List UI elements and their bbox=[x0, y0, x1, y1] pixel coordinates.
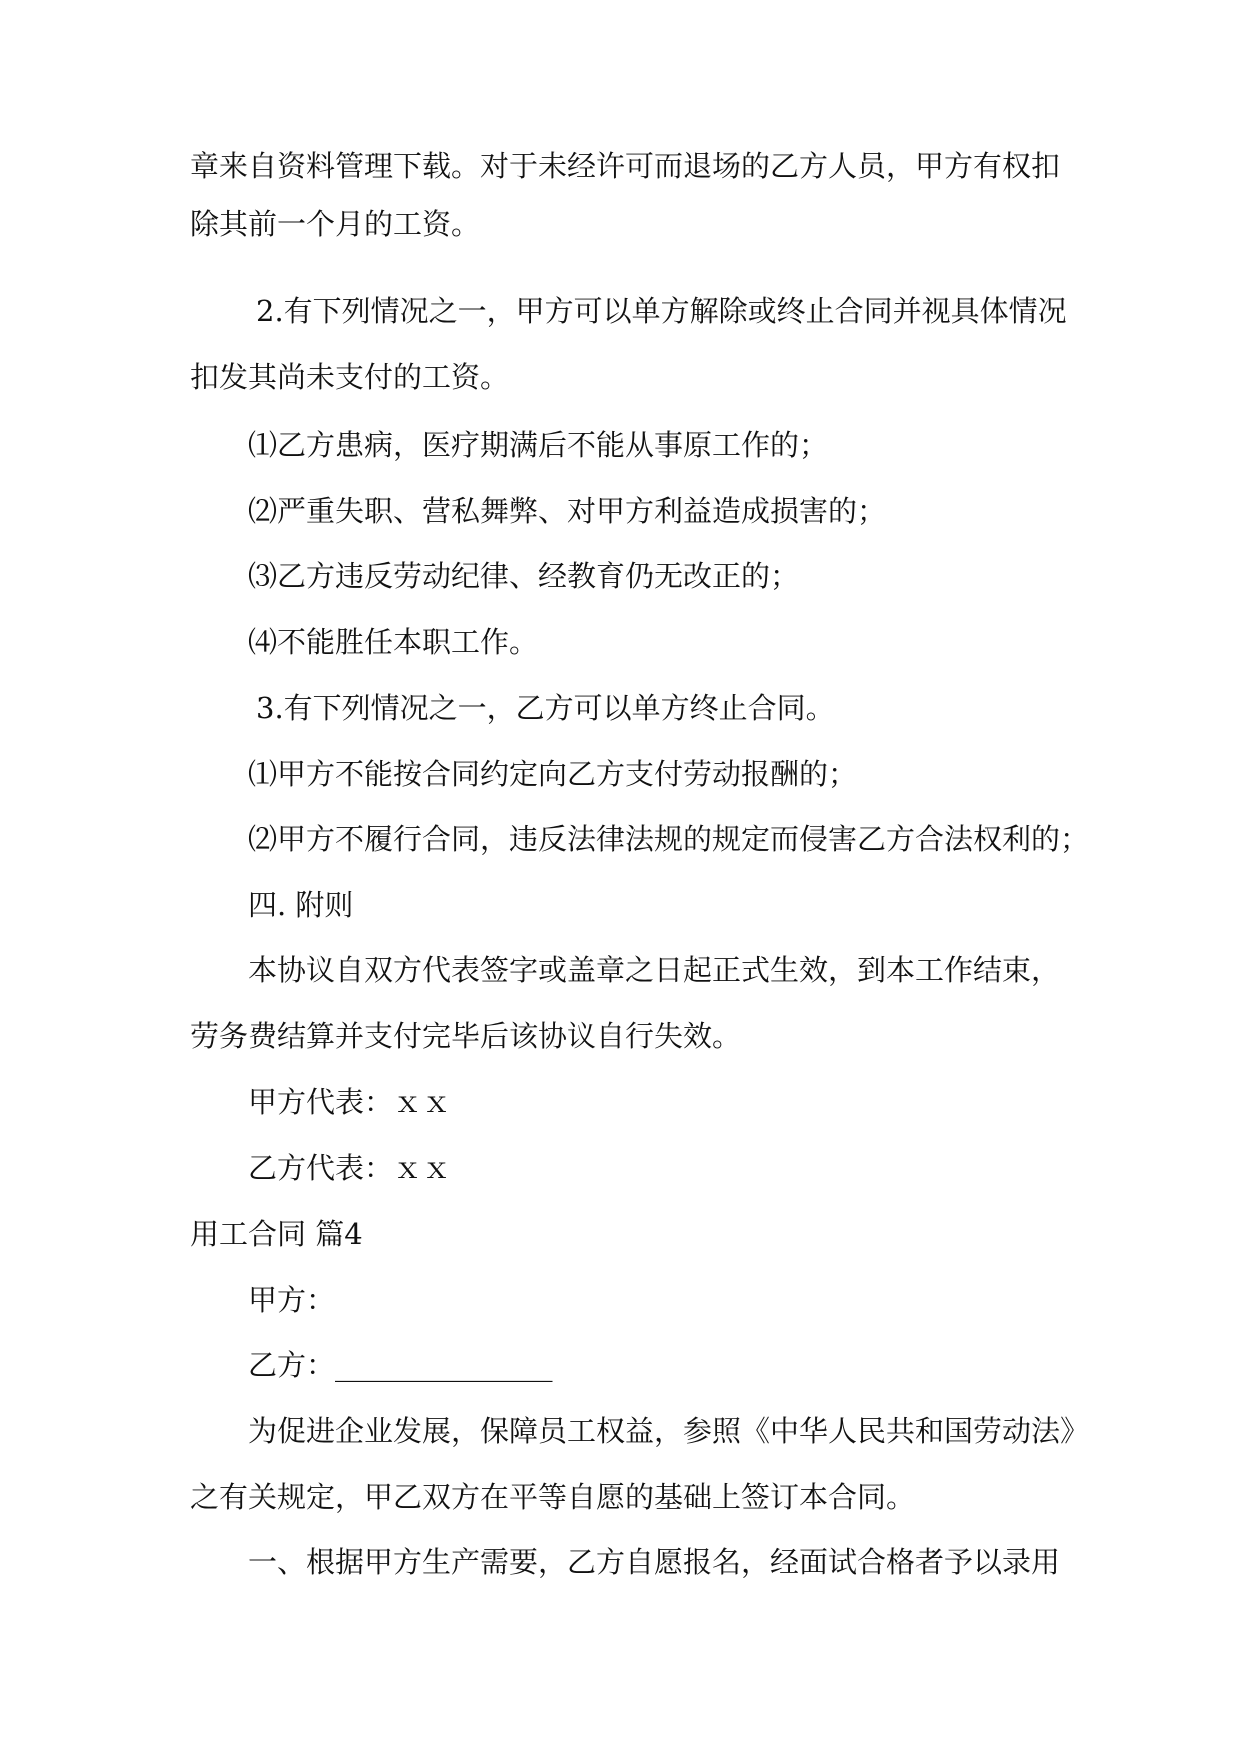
paragraph-line: 除其前一个月的工资。 bbox=[190, 207, 481, 241]
clause-2-line: 2.有下列情况之一，甲方可以单方解除或终止合同并视具体情况 bbox=[256, 294, 1067, 328]
paragraph-line: 章来自资料管理下载。对于未经许可而退场的乙方人员，甲方有权扣 bbox=[190, 149, 1061, 183]
paragraph-line: 之有关规定，甲乙双方在平等自愿的基础上签订本合同。 bbox=[190, 1480, 916, 1514]
list-item: ⑵甲方不履行合同，违反法律法规的规定而侵害乙方合法权利的； bbox=[248, 822, 1090, 856]
list-item: ⑵严重失职、营私舞弊、对甲方利益造成损害的； bbox=[248, 494, 887, 528]
clause-3-line: 3.有下列情况之一，乙方可以单方终止合同。 bbox=[256, 691, 835, 725]
contract-title: 用工合同 篇4 bbox=[190, 1217, 363, 1251]
party-a-representative: 甲方代表：ｘｘ bbox=[248, 1085, 452, 1119]
paragraph-line: 一、根据甲方生产需要，乙方自愿报名，经面试合格者予以录用 bbox=[248, 1545, 1061, 1579]
paragraph-line: 扣发其尚未支付的工资。 bbox=[190, 360, 510, 394]
party-b-field: 乙方：_______________ bbox=[248, 1348, 553, 1382]
list-item: ⑴甲方不能按合同约定向乙方支付劳动报酬的； bbox=[248, 757, 858, 791]
paragraph-line: 劳务费结算并支付完毕后该协议自行失效。 bbox=[190, 1019, 742, 1053]
party-a-field: 甲方： bbox=[248, 1283, 336, 1317]
section-heading: 四. 附则 bbox=[248, 888, 354, 922]
party-b-representative: 乙方代表：ｘｘ bbox=[248, 1151, 452, 1185]
paragraph-line: 为促进企业发展，保障员工权益，参照《中华人民共和国劳动法》 bbox=[248, 1414, 1090, 1448]
list-item: ⑴乙方患病，医疗期满后不能从事原工作的； bbox=[248, 428, 829, 462]
paragraph-line: 本协议自双方代表签字或盖章之日起正式生效，到本工作结束， bbox=[248, 953, 1061, 987]
list-item: ⑷不能胜任本职工作。 bbox=[248, 625, 539, 659]
list-item: ⑶乙方违反劳动纪律、经教育仍无改正的； bbox=[248, 559, 800, 593]
